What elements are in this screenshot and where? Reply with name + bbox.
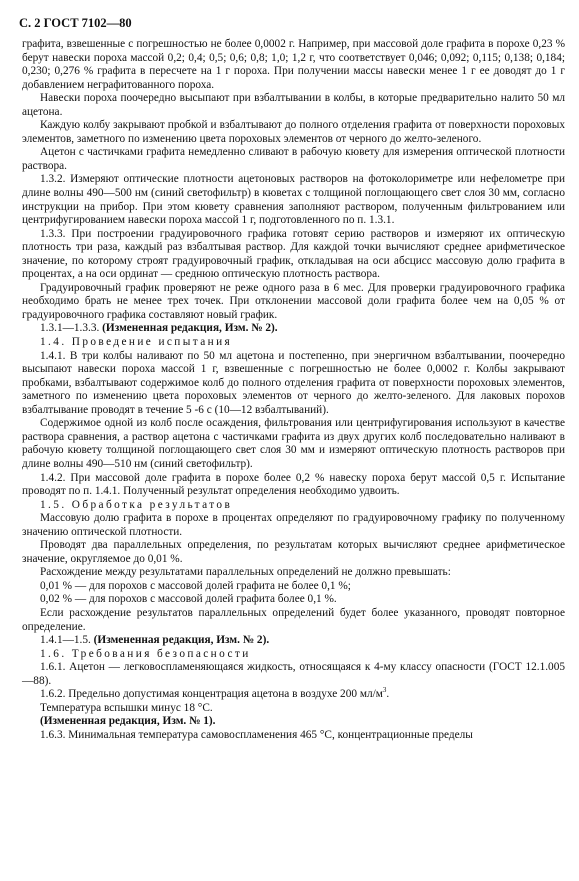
paragraph: Проводят два параллельных определения, по результатам которых вычисляют среднее арифметическое значение, округляемое до 0,01 %. xyxy=(22,539,565,565)
paragraph-1-3-3: 1.3.3. При построении градуировочного графика готовят серию растворов и измеряют их оптическую плотность три раза, каждый раз взбалтывая раствор. Для каждой точки вычисляют среднее арифметическое значение, по которому строят градуировочный график, откладывая на оси абсцисс массовую долю графита в процентах, а на оси ординат — среднюю оптическую плотность раствора. xyxy=(22,227,565,281)
paragraph: Навески пороха поочередно высыпают при взбалтывании в колбы, в которые предварительно налито 50 мл ацетона. xyxy=(22,92,565,118)
concentration-text: 1.6.2. Предельно допустимая концентрация ацетона в воздухе 200 мл/м xyxy=(40,688,383,701)
section-heading-1-6: 1.6. Требования безопасности xyxy=(40,647,251,660)
section-heading-1-4: 1.4. Проведение испытания xyxy=(40,336,233,349)
amendment-text: (Измененная редакция, Изм. № 2). xyxy=(93,634,270,647)
amendment-note xyxy=(22,634,565,648)
paragraph-1-4-2: 1.4.2. При массовой доле графита в порохе более 0,2 % навеску пороха берут массой 0,5 г. Испытание проводят по п. 1.4.1. Полученный результат определения необходимо удвоить. xyxy=(22,471,565,498)
paragraph-1-3-2: 1.3.2. Измеряют оптические плотности ацетоновых растворов на фотоколориметре или нефелометре при длине волны 490—500 нм (синий светофильтр) в кюветах с толщиной поглощающего свет слоя 30 мм, согласно инструкции на прибор. При этом кювету сравнения заполняют раствором, полученным фильтрованием или центрифугированием навески пороха массой 1 г, подготовленного по п. 1.3.1. xyxy=(22,173,565,227)
paragraph: Содержимое одной из колб после осаждения, фильтрования или центрифугирования используют в качестве раствора сравнения, а раствор ацетона с частичками графита из двух других колб последовательно наливают в рабочую кювету толщиной поглощающего свет слоя 30 мм и измеряют оптическую плотность растворов при длине волны 490—510 нм (синий светофильтр). xyxy=(22,417,565,470)
paragraph: графита, взвешенные с погрешностью не более 0,0002 г. Например, при массовой доле графита в порохе 0,23 % берут навески пороха массой 0,2; 0,4; 0,5; 0,6; 0,8; 1,0; 1,2 г, что соответствует 0,046; 0,092; 0,115; 0,138; 0,184; 0,230; 0,276 % графита в пересчете на 1 г пороха. При получении массы навески менее 1 г ее доводят до 1 г добавлением неграфитованного пороха. xyxy=(22,38,565,91)
page-header: С. 2 ГОСТ 7102—80 xyxy=(19,16,132,30)
unit-exponent: 3 xyxy=(382,686,387,695)
paragraph-1-4-1: 1.4.1. В три колбы наливают по 50 мл ацетона и постепенно, при энергичном взбалтывании, поочередно высыпают навески пороха массой 1 г, взвешенные с погрешностью не более 0,0002 г. Колбы закрывают пробками, взбалтывают содержимое колб до полного отделения графита от поверхности пороховых элементов, заметного по изменению цвета пороховых элементов от черного до желто-зеленого. Для лаковых порохов взбалтывание проводят в течение 5 -6 с (10—12 взбалтываний). xyxy=(22,349,565,416)
tolerance-item: 0,01 % — для порохов с массовой долей графита не более 0,1 %; xyxy=(40,579,351,592)
paragraph: Температура вспышки минус 18 °С. xyxy=(40,701,213,714)
paragraph-1-6-3: 1.6.3. Минимальная температура самовоспламенения 465 °С, концентрационные пределы xyxy=(40,728,473,741)
amendment-note: (Измененная редакция, Изм. № 1). xyxy=(40,715,216,728)
paragraph: Ацетон с частичками графита немедленно сливают в рабочую кювету для измерения оптической плотности раствора. xyxy=(22,146,565,172)
amendment-clauses: 1.3.1—1.3.3. xyxy=(40,322,100,335)
sentence-end: . xyxy=(386,688,390,701)
paragraph-1-6-2 xyxy=(22,688,565,702)
amendment-text: (Измененная редакция, Изм. № 2). xyxy=(102,322,278,335)
paragraph: Каждую колбу закрывают пробкой и взбалтывают до полного отделения графита от поверхности пороховых элементов, заметного по изменению цвета пороховых элементов от черного до желто-зеленого. xyxy=(22,119,565,145)
section-heading-1-5: 1.5. Обработка результатов xyxy=(40,498,233,511)
amendment-note xyxy=(22,322,565,336)
amendment-clauses: 1.4.1—1.5. xyxy=(40,634,91,647)
paragraph: Градуировочный график проверяют не реже одного раза в 6 мес. Для проверки градуировочного графика необходимо брать не менее трех точек. При отклонении массовой доли графита более чем на 0,05 % от градуировочного графика составляют новый график. xyxy=(22,281,565,321)
paragraph: Расхождение между результатами параллельных определений не должно превышать: xyxy=(40,566,451,579)
paragraph-1-6-1: 1.6.1. Ацетон — легковоспламеняющаяся жидкость, относящаяся к 4-му классу опасности (ГОСТ 12.1.005—88). xyxy=(22,661,565,687)
paragraph: Если расхождение результатов параллельных определений будет более указанного, проводят повторное определение. xyxy=(22,606,565,633)
tolerance-item: 0,02 % — для порохов с массовой долей графита более 0,1 %. xyxy=(40,593,337,606)
paragraph: Массовую долю графита в порохе в процентах определяют по градуировочному графику по полученному значению оптической плотности. xyxy=(22,512,565,538)
